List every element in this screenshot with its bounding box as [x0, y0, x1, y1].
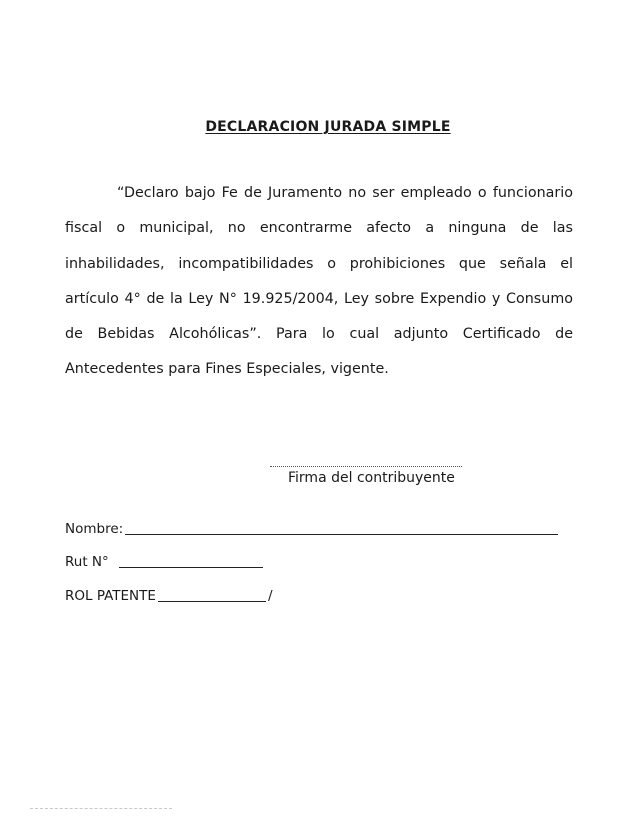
rut-label: Rut N° — [65, 554, 109, 570]
rol-patente-blank-line — [158, 587, 266, 602]
nombre-blank-line — [125, 520, 558, 535]
declaration-paragraph: “Declaro bajo Fe de Juramento no ser empleado o funcionario fiscal o municipal, no encontrarme afecto a ninguna de las inhabilidades, incompatibilidades o prohibiciones que señala el artículo 4° de la Ley N° 19.925/2004, Ley sobre Expendio y Consumo de Bebidas Alcohólicas”. Para lo cual adjunto Certificado de Antecedentes para Fines Especiales, vigente. — [65, 185, 573, 378]
rut-blank-line — [119, 553, 263, 568]
document-title — [0, 119, 638, 135]
rol-patente-separator: / — [267, 588, 273, 604]
rol-patente-field-row — [65, 587, 273, 604]
title-text: DECLARACION JURADA SIMPLE — [205, 119, 451, 135]
nombre-field-row — [65, 520, 558, 537]
footer-scan-artifact — [30, 808, 172, 809]
rut-field-row — [65, 553, 263, 570]
signature-label: Firma del contribuyente — [288, 470, 455, 486]
rol-patente-label: ROL PATENTE — [65, 588, 156, 604]
signature-line — [270, 466, 462, 467]
nombre-label: Nombre: — [65, 521, 124, 537]
